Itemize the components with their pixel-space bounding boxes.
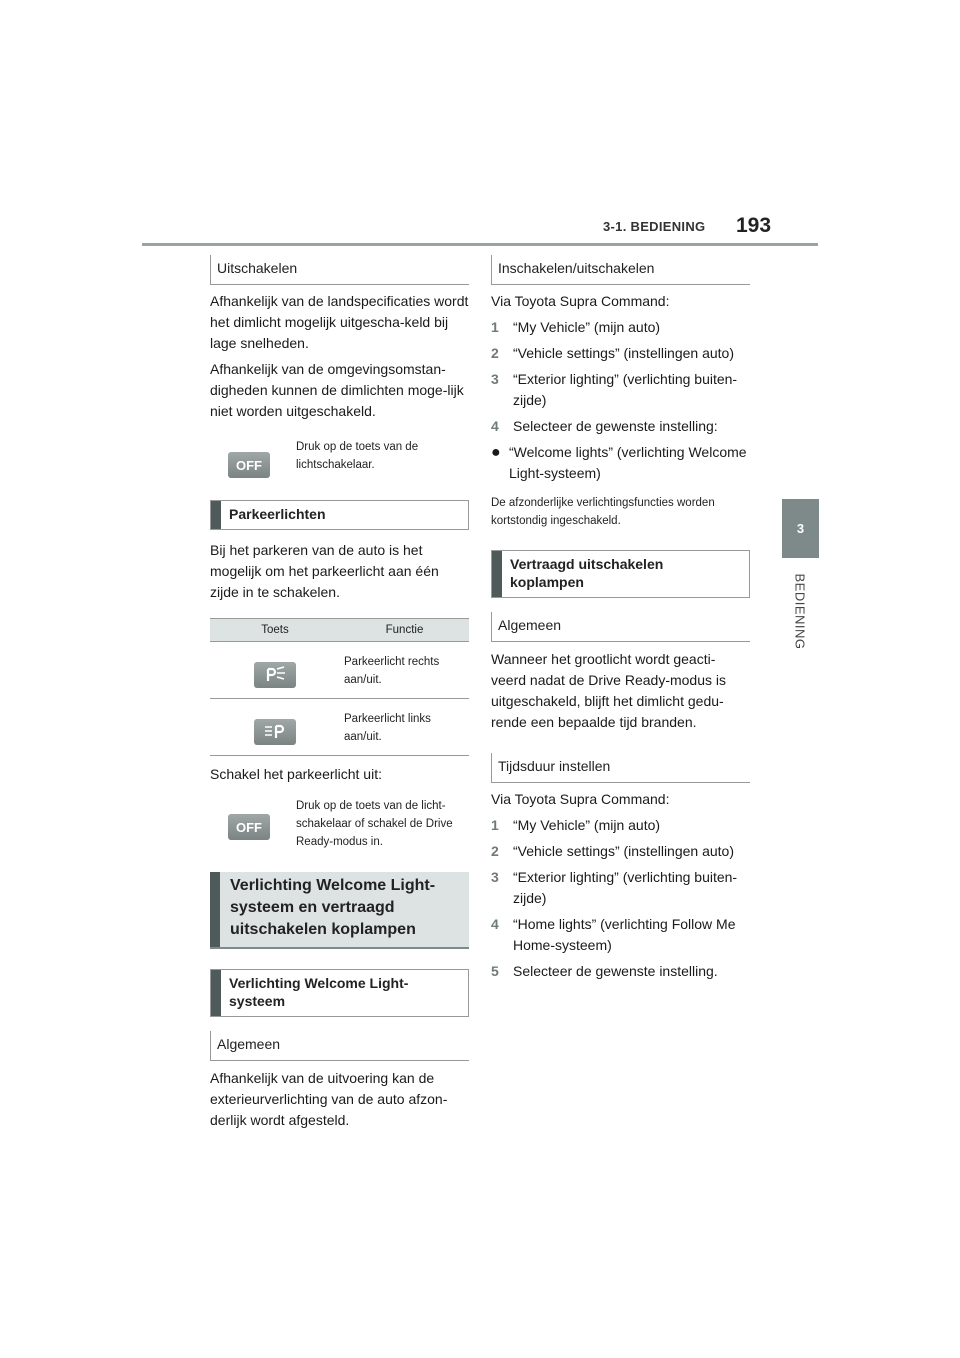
table-cell: Parkeerlicht rechts aan/uit. xyxy=(340,642,469,699)
off-button-icon: OFF xyxy=(228,452,270,478)
heading-algemeen-right: Algemeen xyxy=(491,612,750,642)
heading-uitschakelen: Uitschakelen xyxy=(210,255,469,285)
list-item: 4 Selecteer de gewenste instelling: xyxy=(491,418,718,434)
list-item: 1 “My Vehicle” (mijn auto) xyxy=(491,319,661,335)
chapter-number: 3 xyxy=(796,521,805,536)
chapter-label xyxy=(770,566,830,656)
paragraph: Via Toyota Supra Command: xyxy=(491,791,670,807)
steps-list xyxy=(491,815,750,982)
bullet-item: ● “Welcome lights” (verlichting Welcome Light-systeem) xyxy=(491,442,750,484)
instruction-note: Druk op de toets van de licht-schakelaar of schakel de Drive Ready-modus in. xyxy=(296,800,453,848)
parking-light-left-icon xyxy=(254,719,296,745)
paragraph: Bij het parkeren van de auto is het mogelijk om het parkeerlicht aan één zijde in te schakelen. xyxy=(210,542,439,600)
note-text: De afzonderlijke verlichtingsfuncties worden kortstondig ingeschakeld. xyxy=(491,497,715,527)
paragraph: Schakel het parkeerlicht uit: xyxy=(210,766,382,782)
header-divider xyxy=(142,243,818,246)
table-row xyxy=(210,699,469,756)
off-instruction xyxy=(228,438,469,478)
paragraph: Wanneer het grootlicht wordt geacti-veerd nadat de Drive Ready-modus is uitgeschakeld, blijft het dimlicht gedu-rende een bepaalde tijd branden. xyxy=(491,651,727,730)
off-instruction xyxy=(228,797,469,851)
table-header: Functie xyxy=(340,619,469,642)
table-row xyxy=(210,642,469,699)
list-item: 2 “Vehicle settings” (instellingen auto) xyxy=(491,345,735,361)
steps-list xyxy=(491,317,750,437)
table-header: Toets xyxy=(210,619,340,642)
paragraph: Via Toyota Supra Command: xyxy=(491,293,670,309)
table-cell: Parkeerlicht links aan/uit. xyxy=(340,699,469,756)
bullet-icon: ● xyxy=(491,444,501,461)
chapter-tab xyxy=(782,499,819,558)
instruction-note: Druk op de toets van de lichtschakelaar. xyxy=(296,441,419,471)
heading-algemeen: Algemeen xyxy=(210,1031,469,1061)
heading-parkeerlichten: Parkeerlichten xyxy=(210,500,469,530)
heading-vertraagd: Vertraagd uitschakelen koplampen xyxy=(491,550,750,598)
list-item: 2 “Vehicle settings” (instellingen auto) xyxy=(491,843,735,859)
heading-welcome-light-section: Verlichting Welcome Light-systeem en vertraagd uitschakelen koplampen xyxy=(210,872,469,949)
list-item: 3 “Exterior lighting” (verlichting buiten-zijde) xyxy=(491,869,738,906)
paragraph: Afhankelijk van de omgevingsomstan-digheden kunnen de dimlichten moge-lijk niet worden uitgeschakeld. xyxy=(210,361,464,419)
heading-welcome-light: Verlichting Welcome Light-systeem xyxy=(210,969,469,1017)
list-item: 3 “Exterior lighting” (verlichting buiten-zijde) xyxy=(491,371,738,408)
chapter-label-text: BEDIENING xyxy=(792,572,808,650)
left-column xyxy=(210,255,469,1131)
section-title: 3-1. BEDIENING xyxy=(603,219,706,234)
right-column xyxy=(491,255,750,987)
list-item: 5 Selecteer de gewenste instelling. xyxy=(491,963,718,979)
list-item: 1 “My Vehicle” (mijn auto) xyxy=(491,817,661,833)
parking-light-table xyxy=(210,618,469,756)
heading-inschakelen: Inschakelen/uitschakelen xyxy=(491,255,750,285)
paragraph: Afhankelijk van de uitvoering kan de exterieurverlichting van de auto afzon-derlijk wordt afgesteld. xyxy=(210,1070,448,1128)
page-number: 193 xyxy=(736,214,772,237)
paragraph: Afhankelijk van de landspecificaties wordt het dimlicht mogelijk uitgescha-keld bij lage snelheden. xyxy=(210,293,469,351)
heading-tijdsduur: Tijdsduur instellen xyxy=(491,753,750,783)
parking-light-right-icon xyxy=(254,662,296,688)
list-item: 4 “Home lights” (verlichting Follow Me Home-systeem) xyxy=(491,916,736,953)
off-button-icon: OFF xyxy=(228,814,270,840)
